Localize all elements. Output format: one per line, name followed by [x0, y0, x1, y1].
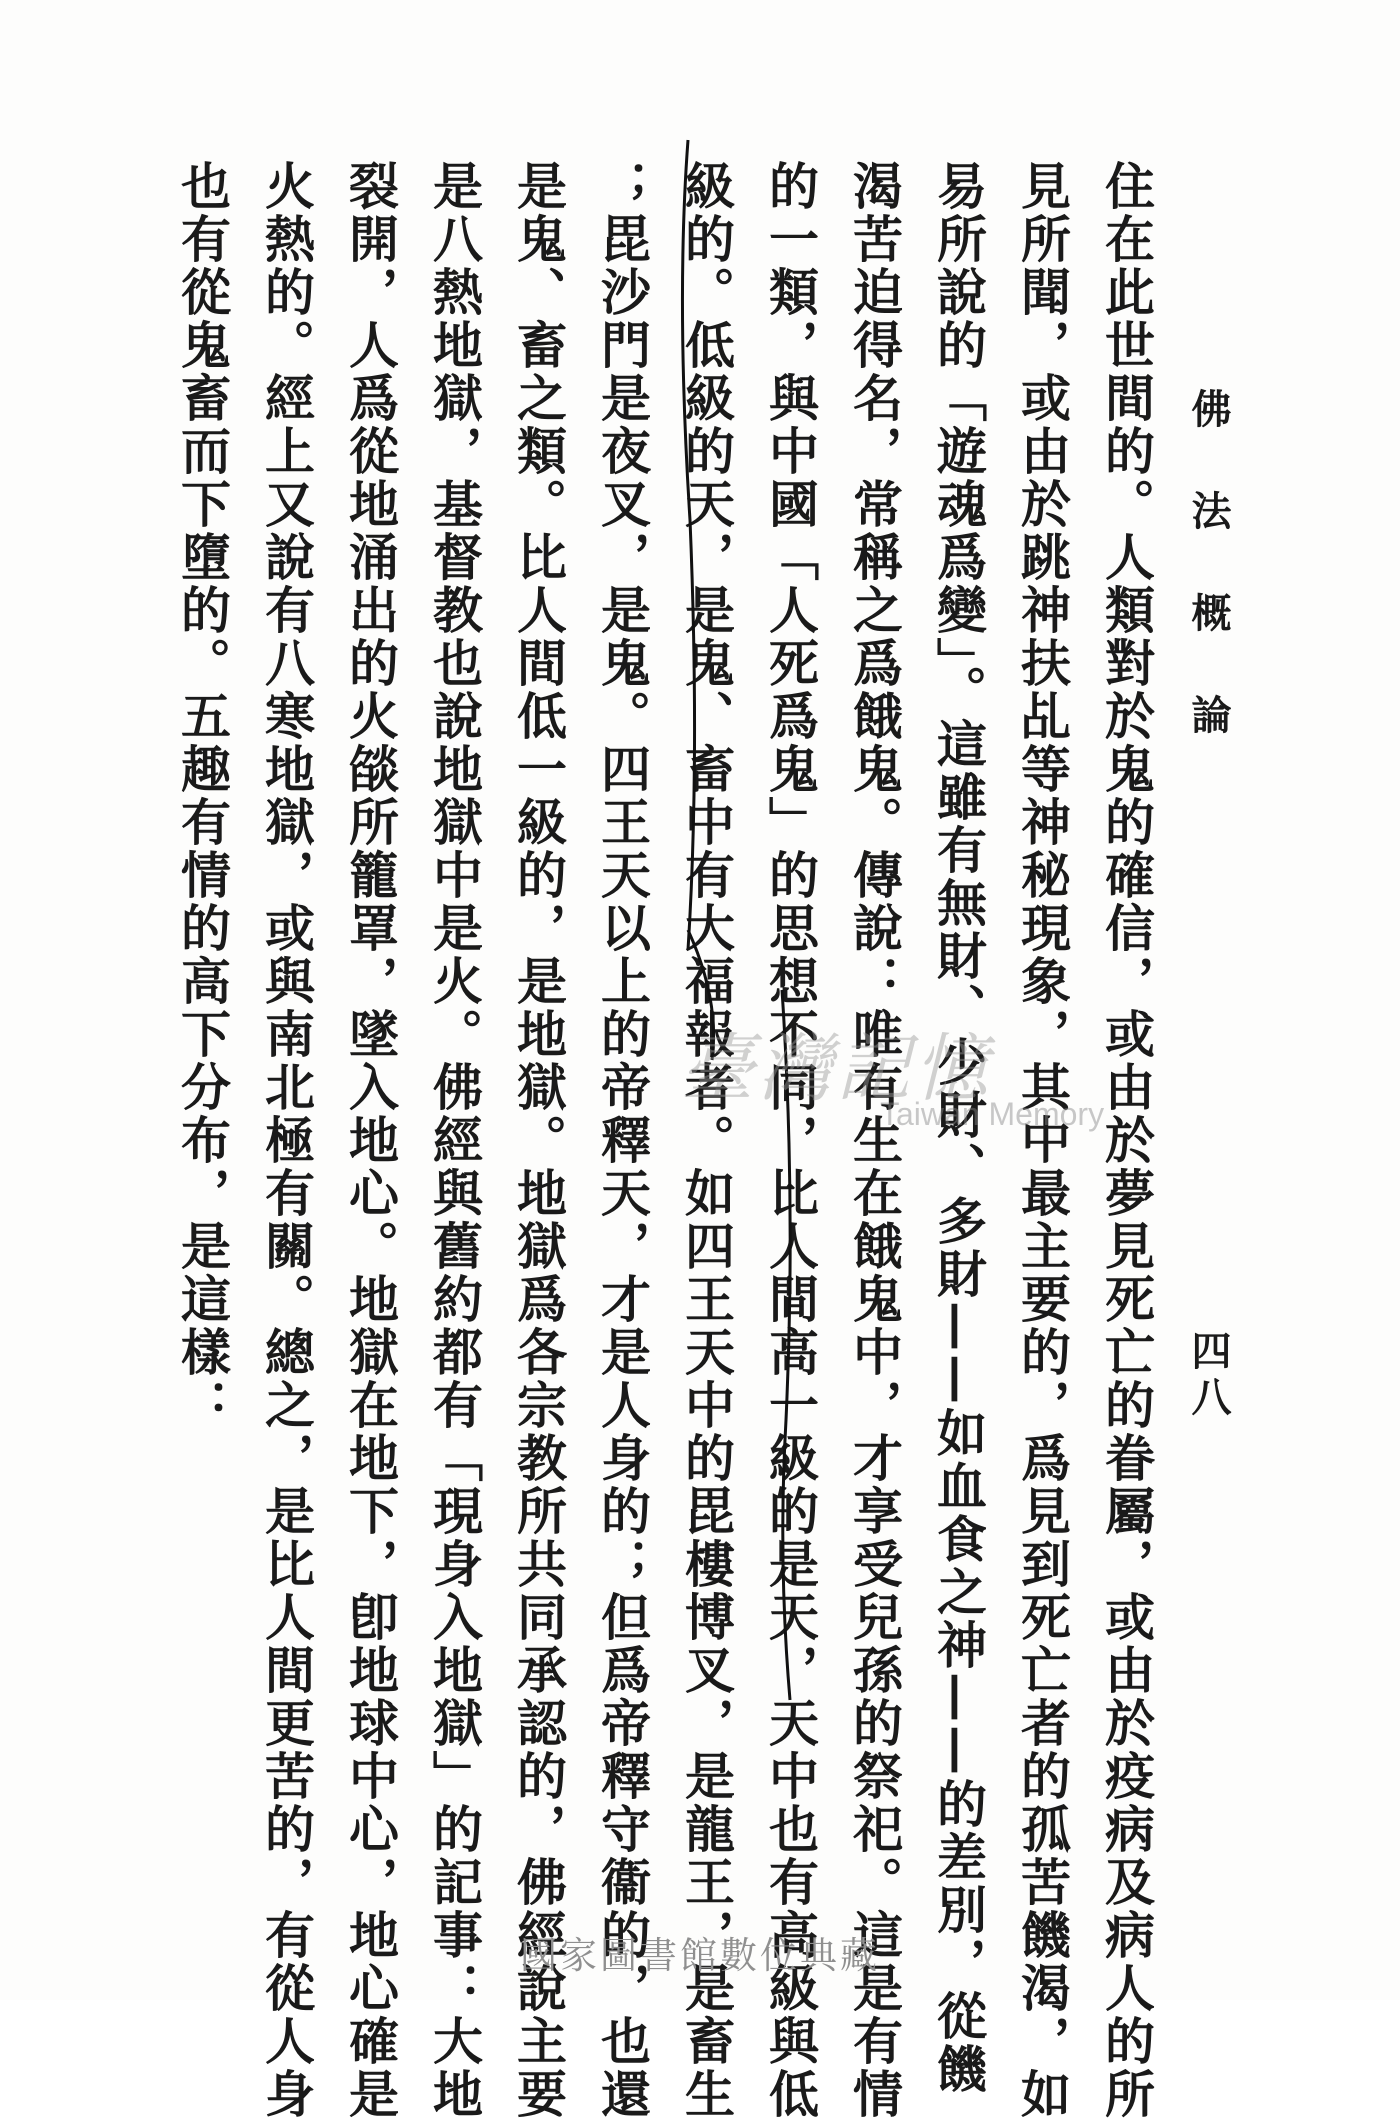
text-column: 是八熱地獄，基督教也說地獄中是火。佛經與舊約都有「現身入地獄」的記事：大地: [425, 160, 484, 2121]
archive-footer: 國家圖書館數位典藏: [520, 1934, 880, 1977]
page-number: 四八: [1185, 1330, 1232, 1422]
text-column: 住在此世間的。人類對於鬼的確信，或由於夢見死亡的眷屬，或由於疫病及病人的所: [1097, 160, 1156, 2121]
running-head: 佛 法 概 論: [1185, 388, 1232, 758]
text-column: 易所說的「遊魂爲變」。這雖有無財、少財、多財——如血食之神——的差別，從饑: [929, 160, 988, 2096]
text-column: 級的。低級的天，是鬼、畜中有大福報者。如四王天中的毘樓博叉，是龍王，是畜生: [677, 160, 736, 2121]
text-column: 也有從鬼畜而下墮的。五趣有情的高下分布，是這樣：: [173, 160, 232, 1432]
text-column: 渴苦迫得名，常稱之爲餓鬼。傳說：唯有生在餓鬼中，才享受兒孫的祭祀。這是有情: [845, 160, 904, 2121]
watermark-subtitle: Taiwan Memory: [880, 1096, 1105, 1132]
text-column: 裂開，人爲從地涌出的火燄所籠罩，墜入地心。地獄在地下，卽地球中心，地心確是: [341, 160, 400, 2121]
text-column: 見所聞，或由於跳神扶乩等神秘現象，其中最主要的，爲見到死亡者的孤苦饑渴，如: [1013, 160, 1072, 2121]
text-column: 火熱的。經上又說有八寒地獄，或與南北極有關。總之，是比人間更苦的，有從人身: [257, 160, 316, 2121]
text-column: 的一類，與中國「人死爲鬼」的思想不同，比人間高一級的是天，天中也有高級與低: [761, 160, 820, 2121]
text-column: 是鬼、畜之類。比人間低一級的，是地獄。地獄爲各宗教所共同承認的，佛經說主要: [509, 160, 568, 2121]
text-column: ；毘沙門是夜叉，是鬼。四王天以上的帝釋天，才是人身的；但爲帝釋守衞的，也還: [593, 160, 652, 2121]
watermark-title: 臺灣記憶: [680, 1026, 992, 1112]
